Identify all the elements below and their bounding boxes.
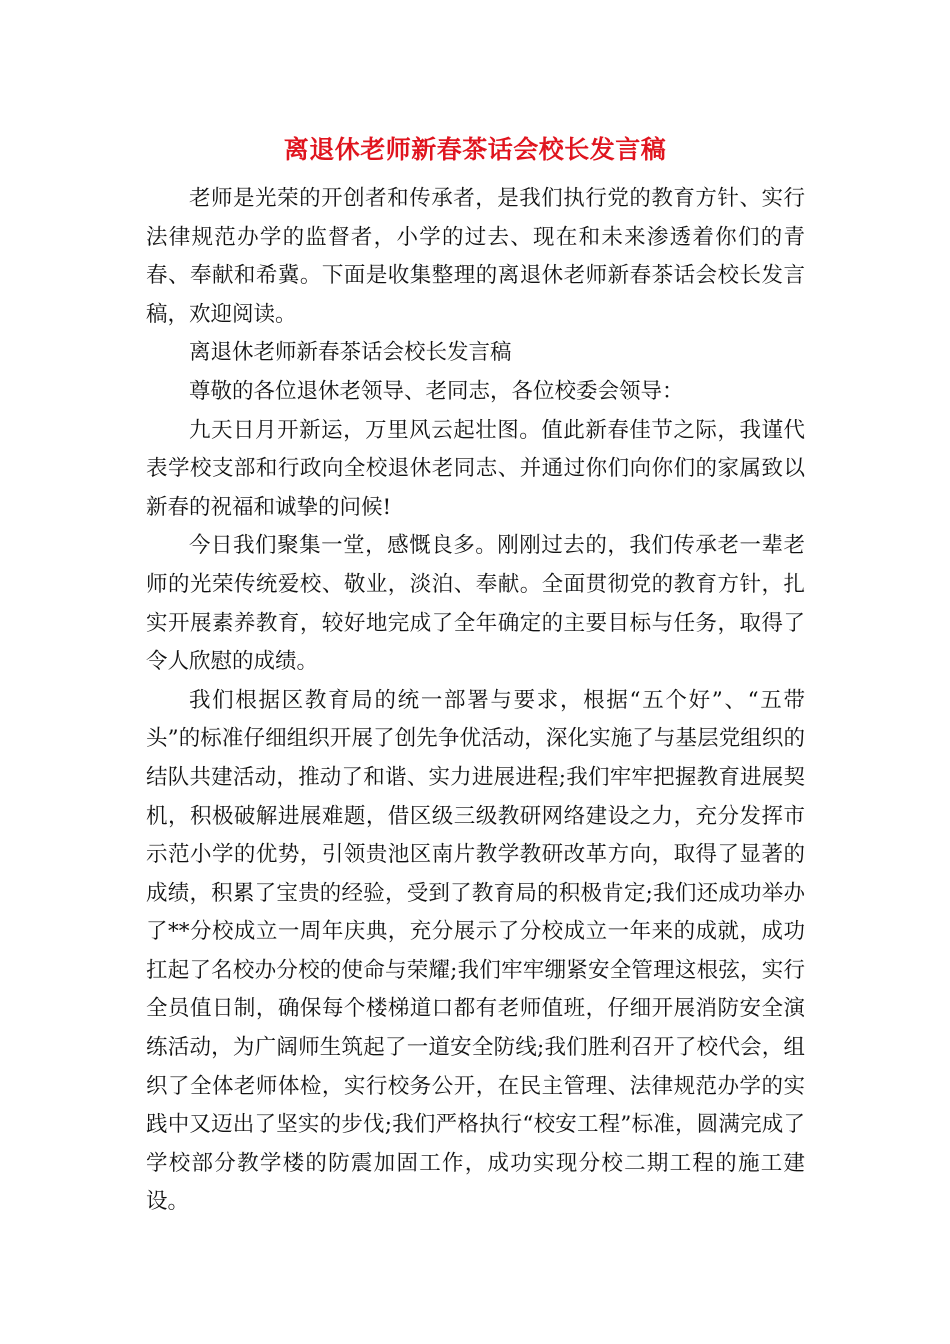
document-title: 离退休老师新春茶话会校长发言稿 xyxy=(283,135,667,164)
paragraph-achievements: 我们根据区教育局的统一部署与要求，根据“五个好”、“五带头”的标准仔细组织开展了创先争优活动，深化实施了与基层党组织的结队共建活动，推动了和谐、实力进展进程;我们牢牢把握教育进展契机，积极破解进展难题，借区级三级教研网络建设之力，充分发挥市示范小学的优势，引领贵池区南片教学教研改革方向，取得了显著的成绩，积累了宝贵的经验，受到了教育局的积极肯定;我们还成功举办了**分校成立一周年庆典，充分展示了分校成立一年来的成就，成功扛起了名校办分校的使命与荣耀;我们牢牢绷紧安全管理这根弦，实行全员值日制，确保每个楼梯道口都有老师值班，仔细开展消防安全演练活动，为广阔师生筑起了一道安全防线;我们胜利召开了校代会，组织了全体老师体检，实行校务公开，在民主管理、法律规范办学的实践中又迈出了坚实的步伐;我们严格执行“校安工程”标准，圆满完成了学校部分教学楼的防震加固工作，成功实现分校二期工程的施工建设。 xyxy=(146,687,805,1215)
paragraph-salutation: 尊敬的各位退休老领导、老同志，各位校委会领导： xyxy=(189,378,684,404)
document-body xyxy=(146,180,805,1222)
paragraph-greeting: 九天日月开新运，万里风云起壮图。值此新春佳节之际，我谨代表学校支部和行政向全校退休老同志、并通过你们向你们的家属致以新春的祝福和诚挚的问候! xyxy=(146,417,805,520)
paragraph-review: 今日我们聚集一堂，感慨良多。刚刚过去的，我们传承老一辈老师的光荣传统爱校、敬业，淡泊、奉献。全面贯彻党的教育方针，扎实开展素养教育，较好地完成了全年确定的主要目标与任务，取得了令人欣慰的成绩。 xyxy=(146,533,805,675)
paragraph-subtitle: 离退休老师新春茶话会校长发言稿 xyxy=(189,340,512,366)
paragraph-intro: 老师是光荣的开创者和传承者，是我们执行党的教育方针、实行法律规范办学的监督者，小学的过去、现在和未来渗透着你们的青春、奉献和希冀。下面是收集整理的离退休老师新春茶话会校长发言稿，欢迎阅读。 xyxy=(146,186,805,327)
